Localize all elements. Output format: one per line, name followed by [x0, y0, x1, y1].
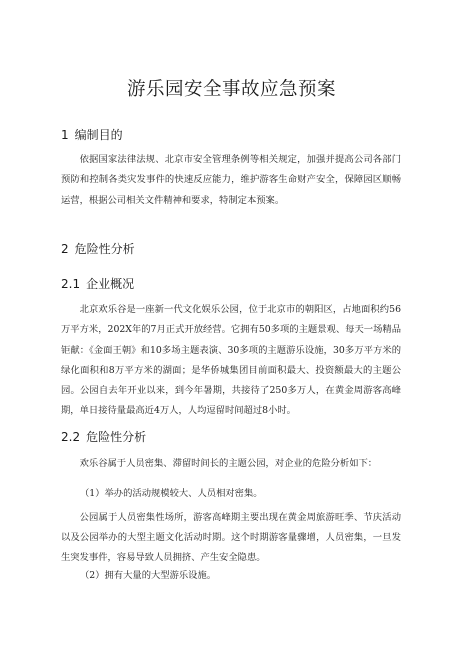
subsection-heading-2-1 [61, 276, 134, 292]
section-heading-1 [61, 127, 123, 143]
section-title: 危险性分析 [74, 242, 135, 256]
subsection-heading-2-2 [61, 429, 146, 445]
section-number: 1 [61, 128, 69, 142]
section-number: 2 [61, 242, 69, 256]
paragraph-crowd-risk: 公园属于人员密集性场所，游客高峰期主要出现在黄金周旅游旺季、节庆活动以及公园举办的大型主题文化活动时期。这个时期游客量骤增，人员密集，一旦发生突发事件，容易导致人员拥挤、产生安全隐患。 [61, 512, 401, 563]
paragraph-purpose: 依据国家法律法规、北京市安全管理条例等相关规定，加强并提高公司各部门预防和控制各类灾发事件的快速反应能力，维护游客生命财产安全，保障园区顺畅运营，根据公司相关文件精神和要求，特制定本预案。 [61, 154, 401, 206]
section-heading-2 [61, 241, 135, 257]
list-item-1: （1）举办的活动规模较大、人员相对密集。 [80, 488, 263, 499]
subsection-number: 2.1 [61, 277, 81, 291]
subsection-title: 企业概况 [86, 277, 135, 291]
subsection-number: 2.2 [61, 430, 81, 444]
subsection-title: 危险性分析 [86, 430, 147, 444]
paragraph-company-overview: 北京欢乐谷是一座新一代文化娱乐公园，位于北京市的朝阳区，占地面积约56万平方米，202X年的7月正式开放经营。它拥有50多项的主题景观、每天一场精品钜献：《金面王朝》和10多场主题表演、30多项的主题游乐设施，30多万平方米的绿化面积和8万平方米的湖面；是华侨城集团目前面积最大、投资额最大的主题公园。公园自去年开业以来，到今年暑期，共接待了250多万人，在黄金周游客高峰期，单日接待量最高近4万人，人均逗留时间超过8小时。 [61, 304, 401, 417]
paragraph-risk-intro: 欢乐谷属于人员密集、滞留时间长的主题公园，对企业的危险分析如下： [79, 458, 378, 469]
document-title: 游乐园安全事故应急预案 [126, 79, 336, 100]
list-item-2: （2）拥有大量的大型游乐设施。 [80, 570, 217, 581]
section-title: 编制目的 [74, 128, 123, 142]
